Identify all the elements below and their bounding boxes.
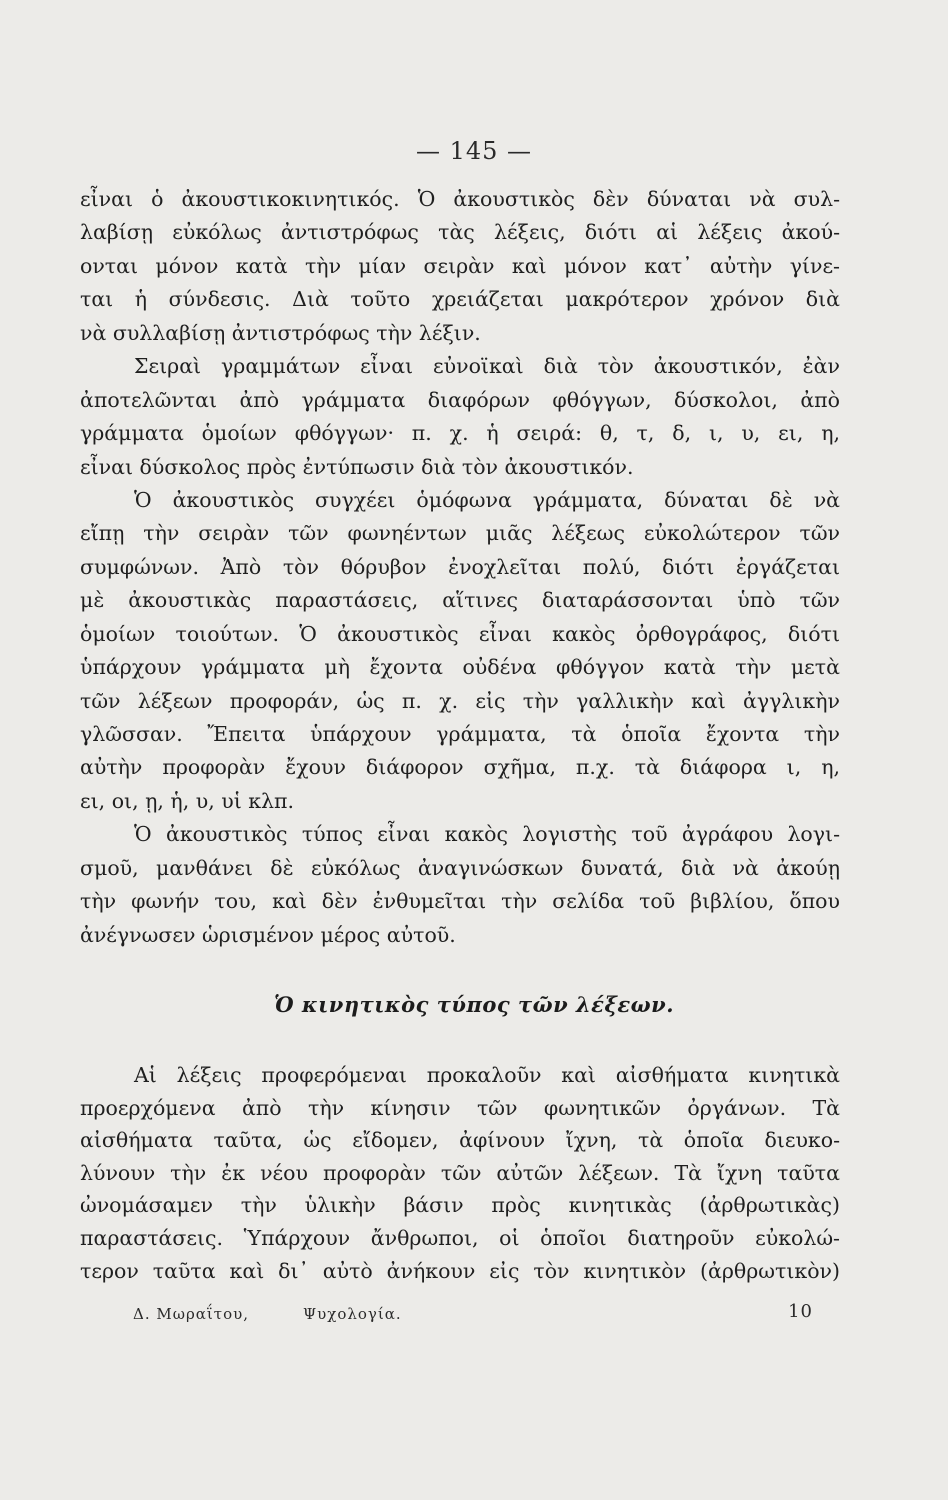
page-number: — 145 — xyxy=(415,137,533,165)
text-line: αὐτὴν προφορὰν ἔχουν διάφορον σχῆμα, π.χ. τὰ διάφορα ι, η, xyxy=(80,755,840,780)
text-line: εἶναι δύσκολος πρὸς ἐντύπωσιν διὰ τὸν ἀκουστικόν. xyxy=(80,454,634,479)
text-line: νὰ συλλαβίσῃ ἀντιστρόφως τὴν λέξιν. xyxy=(80,320,481,345)
body-text-lower xyxy=(80,1059,840,1287)
body-text-upper xyxy=(80,183,840,952)
text-line: εἶναι ὁ ἀκουστικοκινητικός. Ὁ ἀκουστικὸς δὲν δύναται νὰ συλ- xyxy=(80,187,840,211)
text-line: λύνουν τὴν ἐκ νέου προφορὰν τῶν αὐτῶν λέξεων. Τὰ ἴχνη ταῦτα xyxy=(80,1160,840,1185)
section-heading: Ὁ κινητικὸς τύπος τῶν λέξεων. xyxy=(273,992,675,1017)
text-line: ὠνομάσαμεν τὴν ὑλικὴν βάσιν πρὸς κινητικὰς (ἀρθρωτικὰς) xyxy=(80,1193,840,1218)
text-line: συμφώνων. Ἀπὸ τὸν θόρυβον ἐνοχλεῖται πολύ, διότι ἐργάζεται xyxy=(80,554,840,579)
text-line: τὴν φωνήν του, καὶ δὲν ἐνθυμεῖται τὴν σελίδα τοῦ βιβλίου, ὅπου xyxy=(80,889,840,914)
text-line: αἰσθήματα ταῦτα, ὡς εἴδομεν, ἀφίνουν ἴχνη, τὰ ὁποῖα διευκο- xyxy=(80,1128,840,1153)
text-line: γλῶσσαν. Ἔπειτα ὑπάρχουν γράμματα, τὰ ὁποῖα ἔχοντα τὴν xyxy=(80,722,840,746)
text-line: ἀποτελῶνται ἀπὸ γράμματα διαφόρων φθόγγων, δύσκολοι, ἀπὸ xyxy=(80,387,840,412)
text-line: Αἱ λέξεις προφερόμεναι προκαλοῦν καὶ αἰσθήματα κινητικὰ xyxy=(134,1063,840,1087)
text-line: προερχόμενα ἀπὸ τὴν κίνησιν τῶν φωνητικῶν ὀργάνων. Τὰ xyxy=(80,1095,840,1120)
text-line: τερον ταῦτα καὶ δι᾿ αὐτὸ ἀνήκουν εἰς τὸν κινητικὸν (ἀρθρωτικὸν) xyxy=(80,1258,840,1283)
text-line: τῶν λέξεων προφοράν, ὡς π. χ. εἰς τὴν γαλλικὴν καὶ ἀγγλικὴν xyxy=(80,688,840,713)
text-line: γράμματα ὁμοίων φθόγγων· π. χ. ἡ σειρά: θ, τ, δ, ι, υ, ει, η, xyxy=(80,421,840,446)
text-line: λαβίσῃ εὐκόλως ἀντιστρόφως τὰς λέξεις, διότι αἱ λέξεις ἀκού- xyxy=(80,220,840,245)
footer-author: Δ. Μωραΐτου, xyxy=(133,1305,250,1323)
text-line: ὑπάρχουν γράμματα μὴ ἔχοντα οὐδένα φθόγγον κατὰ τὴν μετὰ xyxy=(80,655,840,680)
text-line: ονται μόνον κατὰ τὴν μίαν σειρὰν καὶ μόνον κατ᾿ αὐτὴν γίνε- xyxy=(80,253,840,278)
footer-signature-mark: 10 xyxy=(788,1301,813,1322)
text-line: Ὁ ἀκουστικὸς συγχέει ὁμόφωνα γράμματα, δύναται δὲ νὰ xyxy=(134,487,840,512)
text-line: σμοῦ, μανθάνει δὲ εὐκόλως ἀναγινώσκων δυνατά, διὰ νὰ ἀκούῃ xyxy=(80,855,840,880)
text-line: ἀνέγνωσεν ὡρισμένον μέρος αὐτοῦ. xyxy=(80,922,456,947)
text-line: Ὁ ἀκουστικὸς τύπος εἶναι κακὸς λογιστὴς τοῦ ἀγράφου λογι- xyxy=(134,822,840,847)
footer-book-title: Ψυχολογία. xyxy=(303,1305,402,1323)
text-line: εἴπῃ τὴν σειρὰν τῶν φωνηέντων μιᾶς λέξεως εὐκολώτερον τῶν xyxy=(80,521,840,546)
text-line: ται ἡ σύνδεσις. Διὰ τοῦτο χρειάζεται μακρότερον χρόνον διὰ xyxy=(80,287,840,312)
text-line: μὲ ἀκουστικὰς παραστάσεις, αἵτινες διαταράσσονται ὑπὸ τῶν xyxy=(80,588,840,613)
text-line: ὁμοίων τοιούτων. Ὁ ἀκουστικὸς εἶναι κακὸς ὀρθογράφος, διότι xyxy=(80,621,840,646)
text-line: παραστάσεις. Ὑπάρχουν ἄνθρωποι, οἱ ὁποῖοι διατηροῦν εὐκολώ- xyxy=(80,1225,840,1250)
text-line: Σειραὶ γραμμάτων εἶναι εὐνοϊκαὶ διὰ τὸν ἀκουστικόν, ἐὰν xyxy=(134,354,840,379)
text-line: ει, οι, ῃ, ἡ, υ, υἱ κλπ. xyxy=(80,788,295,813)
